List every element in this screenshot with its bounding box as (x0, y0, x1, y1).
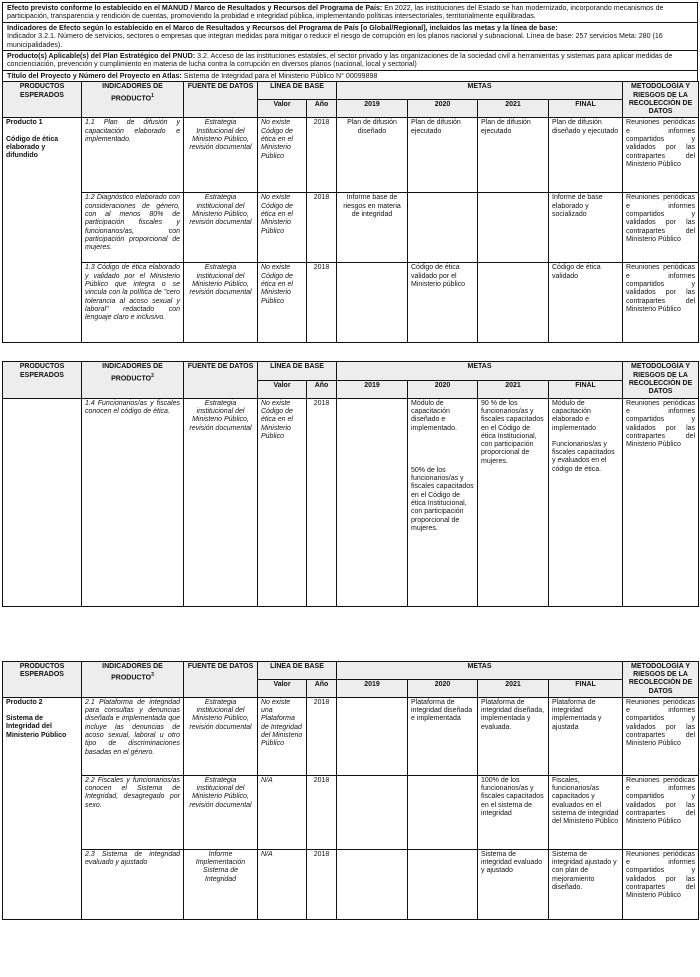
meta-final-cell (549, 398, 623, 606)
table-row (3, 118, 699, 193)
indicador-cell: 1.4 Funcionarios/as y fiscales conocen el código de ética. (82, 398, 184, 606)
metodologia-cell: Reuniones periódicas e informes compartidos y validados por las contrapartes del Ministerio Público (623, 775, 699, 849)
metodologia-cell: Reuniones periódicas e informes compartidos y validados por las contrapartes del Ministerio Público (623, 849, 699, 919)
meta-final-b: Funcionarios/as y fiscales capacitados y evaluados en el código de ética. (552, 440, 615, 473)
indicador-cell: 1.3 Código de ética elaborado y validado por el Ministerio Público que integra o se vincula con la política de "cero tolerancia al acoso sexual y laboral" redactado con lenguaje claro e inclusivo. (82, 263, 184, 343)
anio-cell: 2018 (307, 398, 337, 606)
col-2020: 2020 (408, 100, 478, 118)
table-header-row (3, 661, 699, 679)
table-row (3, 849, 699, 919)
meta-2020-cell: Plataforma de integridad diseñada e implementada (408, 697, 478, 775)
col-metodologia: METODOLOGÍA Y RIESGOS DE LA RECOLECCIÓN DE DATOS (623, 362, 699, 398)
table-header-row (3, 82, 699, 100)
fuente-cell: Estrategia institucional del Ministerio Público, revisión documental (184, 193, 258, 263)
col-valor: Valor (258, 380, 307, 398)
meta-2021-cell: 90 % de los funcionarios/as y fiscales capacitados en el Código de ética Institucional, con participación proporcional de mujeres. (478, 398, 549, 606)
product-name: Código de ética elaborado y difundido (6, 135, 59, 160)
meta-2021-cell: 100% de los funcionarios/as y fiscales capacitados en el sistema de integridad (478, 775, 549, 849)
meta-2020-cell: Plan de difusión ejecutado (408, 118, 478, 193)
table-row (3, 697, 699, 775)
meta-2021-cell (478, 193, 549, 263)
meta-2020-cell (408, 775, 478, 849)
col-2019: 2019 (337, 380, 408, 398)
col-2019: 2019 (337, 100, 408, 118)
meta-final-cell: Plan de difusión diseñado y ejecutado (549, 118, 623, 193)
product-label: Producto 1 (6, 119, 43, 127)
results-table-1 (2, 81, 699, 343)
indicadores-label: Indicadores de Efecto según lo establecido en el Marco de Resultados y Recursos del Programa de País [o Global/Regional], incluidos las metas y la línea de base: (7, 23, 558, 32)
titulo-text: Sistema de Integridad para el Ministerio Público N° 00099898 (183, 71, 378, 80)
indicadores-text: Indicador 3.2.1. Número de servicios, sectores o empresas que integran medidas para mitigar o reducir el riesgo de corrupción en los planos nacional y subnacional. Línea de base: 257 servicios Meta: 280 (16 municipalidades). (7, 32, 663, 49)
col-productos: PRODUCTOS ESPERADOS (3, 362, 82, 398)
product-cell (3, 398, 82, 606)
valor-cell: No existe Código de ética en el Ministerio Público (258, 193, 307, 263)
indicador-cell: 2.2 Fiscales y funcionarios/as conocen el Sistema de Integridad, desagregado por sexo. (82, 775, 184, 849)
valor-cell: No existe Código de ética en el Ministerio Público (258, 398, 307, 606)
valor-cell: N/A (258, 775, 307, 849)
meta-2020-cell (408, 398, 478, 606)
meta-2021-cell (478, 263, 549, 343)
col-linea-base: LÍNEA DE BASE (258, 362, 337, 380)
results-table-2 (2, 361, 699, 606)
col-metas: METAS (337, 362, 623, 380)
indicador-cell: 1.1 Plan de difusión y capacitación elaborado e implementado. (82, 118, 184, 193)
meta-final-cell: Fiscales, funcionarios/as capacitados y evaluados en el sistema de integridad del Ministerio Público (549, 775, 623, 849)
metodologia-cell: Reuniones periódicas e informes compartidos y validados por las contrapartes del Ministerio Público (623, 263, 699, 343)
meta-2019-cell (337, 263, 408, 343)
col-linea-base: LÍNEA DE BASE (258, 661, 337, 679)
meta-2019-cell (337, 849, 408, 919)
anio-cell: 2018 (307, 849, 337, 919)
indicadores-efecto (2, 22, 698, 50)
col-final: FINAL (549, 100, 623, 118)
meta-final-cell: Código de ética validado (549, 263, 623, 343)
valor-cell: No existe Código de ética en el Ministerio Público (258, 263, 307, 343)
meta-2020-cell (408, 849, 478, 919)
results-table-3 (2, 661, 699, 920)
table-header-row (3, 362, 699, 380)
fuente-cell: Informe Implementación Sistema de Integridad (184, 849, 258, 919)
col-fuente: FUENTE DE DATOS (184, 362, 258, 398)
col-anio: Año (307, 100, 337, 118)
meta-2021-cell: Plataforma de integridad diseñada, implementada y evaluada. (478, 697, 549, 775)
fuente-cell: Estrategia Institucional del Ministerio Público, revisión documental (184, 118, 258, 193)
fuente-cell: Estrategia institucional del Ministerio Público, revisión documental (184, 398, 258, 606)
metodologia-cell: Reuniones periódicas e informes compartidos y validados por las contrapartes del Ministerio Público (623, 193, 699, 263)
fuente-cell: Estrategia institucional del Ministerio Público, revisión documental (184, 697, 258, 775)
table-row (3, 263, 699, 343)
anio-cell: 2018 (307, 193, 337, 263)
meta-2020-cell: Código de ética validado por el Ministerio público (408, 263, 478, 343)
meta-2019-cell (337, 398, 408, 606)
col-metodologia: METODOLOGÍA Y RIESGOS DE LA RECOLECCIÓN DE DATOS (623, 661, 699, 697)
col-2019: 2019 (337, 679, 408, 697)
valor-cell: No existe una Plataforma de Integridad del Ministerio Público (258, 697, 307, 775)
indicador-cell: 1.2 Diagnóstico elaborado con consideraciones de género, con al menos 80% de participación fiscales y funcionarios/as, con participación proporcional de mujeres. (82, 193, 184, 263)
meta-2019-cell: Plan de difusión diseñado (337, 118, 408, 193)
table-row (3, 398, 699, 606)
col-2021: 2021 (478, 100, 549, 118)
fuente-cell: Estrategia institucional del Ministerio Público, revisión documental (184, 775, 258, 849)
col-metodologia: METODOLOGÍA Y RIESGOS DE LA RECOLECCIÓN DE DATOS (623, 82, 699, 118)
meta-2020-cell (408, 193, 478, 263)
efecto-label: Efecto previsto conforme lo establecido en el MANUD / Marco de Resultados y Recursos del Programa de País: (7, 4, 383, 12)
col-linea-base: LÍNEA DE BASE (258, 82, 337, 100)
col-2020: 2020 (408, 679, 478, 697)
product-cell (3, 697, 82, 919)
col-metas: METAS (337, 661, 623, 679)
col-anio: Año (307, 380, 337, 398)
product-name: Sistema de Integridad del Ministerio Público (6, 715, 67, 739)
col-valor: Valor (258, 100, 307, 118)
meta-final-cell: Sistema de integridad ajustado y con plan de mejoramiento diseñado. (549, 849, 623, 919)
col-productos: PRODUCTOS ESPERADOS (3, 661, 82, 697)
col-indicadores: INDICADORES DE PRODUCTO$^2$ (82, 362, 184, 398)
meta-2019-cell (337, 697, 408, 775)
titulo-proyecto (2, 70, 698, 81)
anio-cell: 2018 (307, 697, 337, 775)
table-row (3, 775, 699, 849)
metodologia-cell: Reuniones periódicas e informes compartidos y validados por las contrapartes del Ministerio Público (623, 398, 699, 606)
efecto-text: En 2022, las instituciones del Estado se han modernizado, incorporando mecanismos de participación, transparencia y rendición de cuentas, promoviendo la probidad e integridad pública, implementando políticas intersectoriales, territorialmente equilibradas. (7, 4, 664, 21)
meta-final-cell: Plataforma de integridad implementada y ajustada (549, 697, 623, 775)
efecto-previsto (2, 2, 698, 22)
titulo-label: Título del Proyecto y Número del Proyecto en Atlas: (7, 71, 182, 80)
col-valor: Valor (258, 679, 307, 697)
indicador-cell: 2.3 Sistema de integridad evaluado y ajustado (82, 849, 184, 919)
anio-cell: 2018 (307, 263, 337, 343)
product-cell (3, 118, 82, 343)
fuente-cell: Estrategia institucional del Ministerio Público, revisión documental (184, 263, 258, 343)
meta-2020-b: 50% de los funcionarios/as y fiscales capacitados en el Código de ética Institucional, con participación proporcional de mujeres. (411, 466, 474, 532)
col-final: FINAL (549, 380, 623, 398)
col-indicadores: INDICADORES DE PRODUCTO$^3$ (82, 661, 184, 697)
valor-cell: No existe Código de ética en el Ministerio Público (258, 118, 307, 193)
meta-2019-cell: Informe base de riesgos en materia de integridad (337, 193, 408, 263)
productos-text: 3.2. Acceso de las instituciones estatales, el sector privado y las organizaciones de la sociedad civil a herramientas y sistemas para aplicar medidas de concienciación, prevención y cumplimiento en materia de lucha contra la corrupción en diversos planos (nacional, local y sectorial) (7, 52, 673, 69)
meta-2021-cell: Plan de difusión ejecutado (478, 118, 549, 193)
col-final: FINAL (549, 679, 623, 697)
meta-2021-cell: Sistema de integridad evaluado y ajustado (478, 849, 549, 919)
metodologia-cell: Reuniones periódicas e informes compartidos y validados por las contrapartes del Ministerio Público (623, 697, 699, 775)
col-2021: 2021 (478, 380, 549, 398)
metodologia-cell: Reuniones periódicas e informes compartidos y validados por las contrapartes del Ministerio Público (623, 118, 699, 193)
document-page (2, 2, 698, 920)
meta-2019-cell (337, 775, 408, 849)
col-anio: Año (307, 679, 337, 697)
meta-final-cell: Informe de base elaborado y socializado (549, 193, 623, 263)
meta-2020-a: Módulo de capacitación diseñado e implementado. (411, 399, 457, 432)
anio-cell: 2018 (307, 775, 337, 849)
col-2021: 2021 (478, 679, 549, 697)
indicador-cell: 2.1 Plataforma de integridad para consultas y denuncias diseñada e implementada que incluye las denuncias de acoso sexual, laboral u otro tipo de discriminaciones basadas en el género. (82, 697, 184, 775)
col-metas: METAS (337, 82, 623, 100)
col-indicadores: INDICADORES DE PRODUCTO$^1$ (82, 82, 184, 118)
valor-cell: N/A (258, 849, 307, 919)
productos-aplicables (2, 50, 698, 70)
meta-final-a: Módulo de capacitación elaborado e implementado (552, 399, 596, 432)
col-productos: PRODUCTOS ESPERADOS (3, 82, 82, 118)
productos-label: Producto(s) Aplicable(s) del Plan Estratégico del PNUD: (7, 52, 196, 61)
col-2020: 2020 (408, 380, 478, 398)
anio-cell: 2018 (307, 118, 337, 193)
col-fuente: FUENTE DE DATOS (184, 661, 258, 697)
col-fuente: FUENTE DE DATOS (184, 82, 258, 118)
table-row (3, 193, 699, 263)
product-label: Producto 2 (6, 698, 43, 706)
